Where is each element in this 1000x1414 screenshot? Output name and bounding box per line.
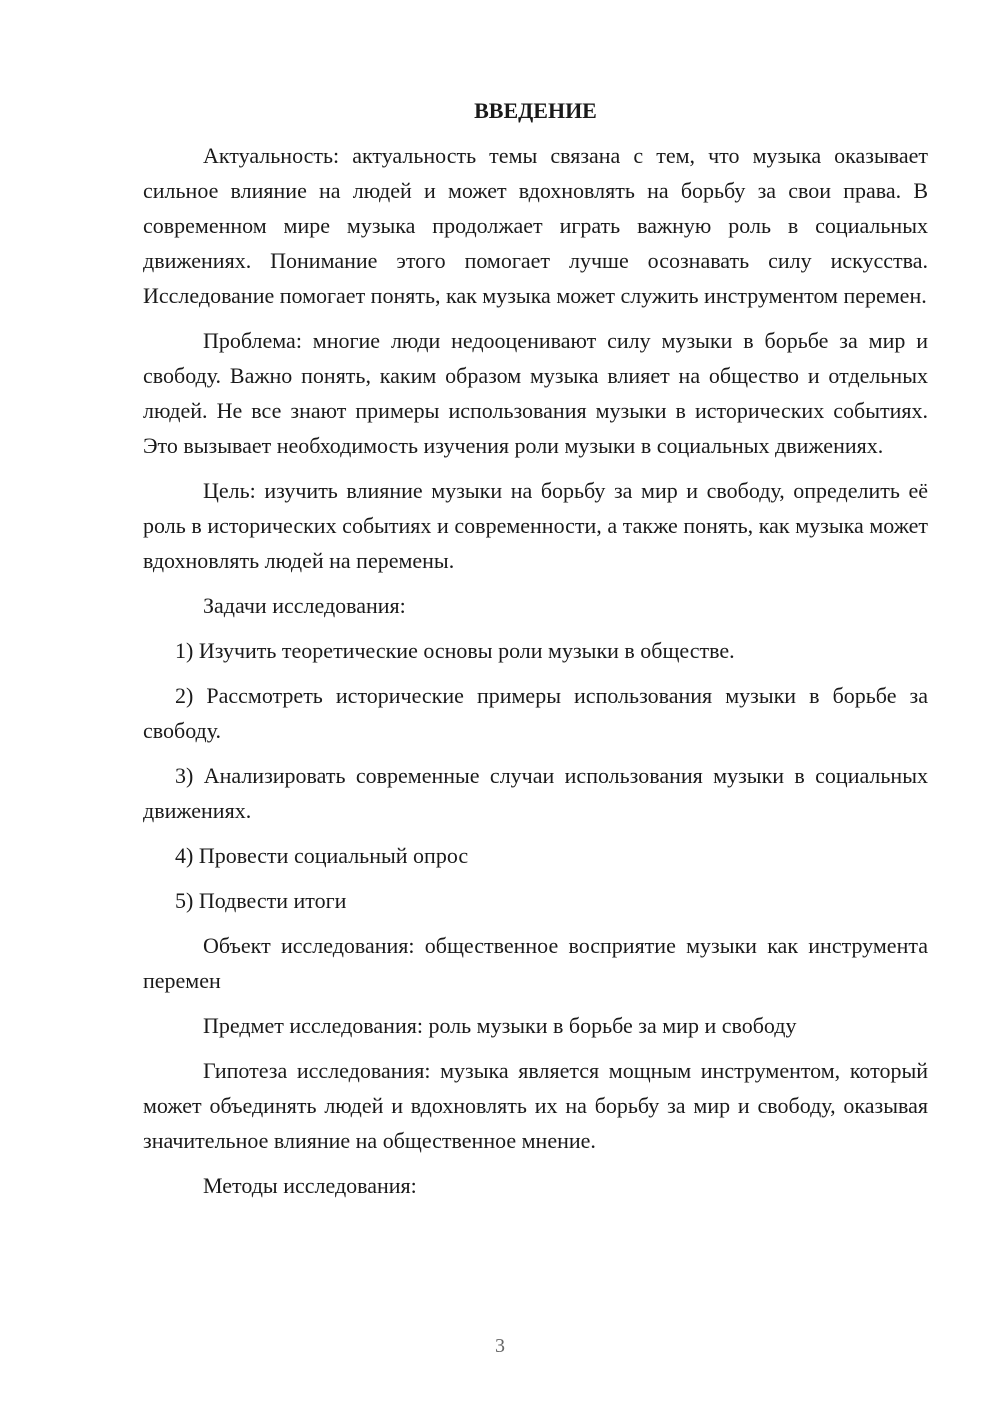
section-title: ВВЕДЕНИЕ — [474, 98, 597, 123]
paragraph-relevance: Актуальность: актуальность темы связана с тем, что музыка оказывает сильное влияние на людей и может вдохновлять на борьбу за свои права. В современном мире музыка продолжает играть важную роль в социальных движениях. Понимание этого помогает лучше осознавать силу искусства. Исследование помогает понять, как музыка может служить инструментом перемен. — [143, 143, 928, 308]
paragraph-methods: Методы исследования: — [203, 1173, 417, 1198]
task-item-2: 2) Рассмотреть исторические примеры использования музыки в борьбе за свободу. — [143, 683, 928, 743]
task-item-4: 4) Провести социальный опрос — [175, 843, 469, 868]
paragraph-tasks-heading: Задачи исследования: — [203, 593, 406, 618]
paragraph-subject: Предмет исследования: роль музыки в борьбе за мир и свободу — [203, 1013, 797, 1038]
paragraph-goal: Цель: изучить влияние музыки на борьбу за мир и свободу, определить её роль в исторических событиях и современности, а также понять, как музыка может вдохновлять людей на перемены. — [143, 478, 928, 573]
task-item-3: 3) Анализировать современные случаи использования музыки в социальных движениях. — [143, 763, 928, 823]
paragraph-problem: Проблема: многие люди недооценивают силу музыки в борьбе за мир и свободу. Важно понять, каким образом музыка влияет на общество и отдельных людей. Не все знают примеры использования музыки в исторических событиях. Это вызывает необходимость изучения роли музыки в социальных движениях. — [143, 328, 928, 458]
page-number: 3 — [495, 1335, 505, 1357]
task-item-1: 1) Изучить теоретические основы роли музыки в обществе. — [175, 638, 735, 663]
paragraph-hypothesis: Гипотеза исследования: музыка является мощным инструментом, который может объединять людей и вдохновлять их на борьбу за мир и свободу, оказывая значительное влияние на общественное мнение. — [143, 1058, 928, 1153]
document-page — [143, 96, 928, 1213]
task-item-5: 5) Подвести итоги — [175, 888, 347, 913]
paragraph-object: Объект исследования: общественное восприятие музыки как инструмента перемен — [143, 933, 928, 993]
